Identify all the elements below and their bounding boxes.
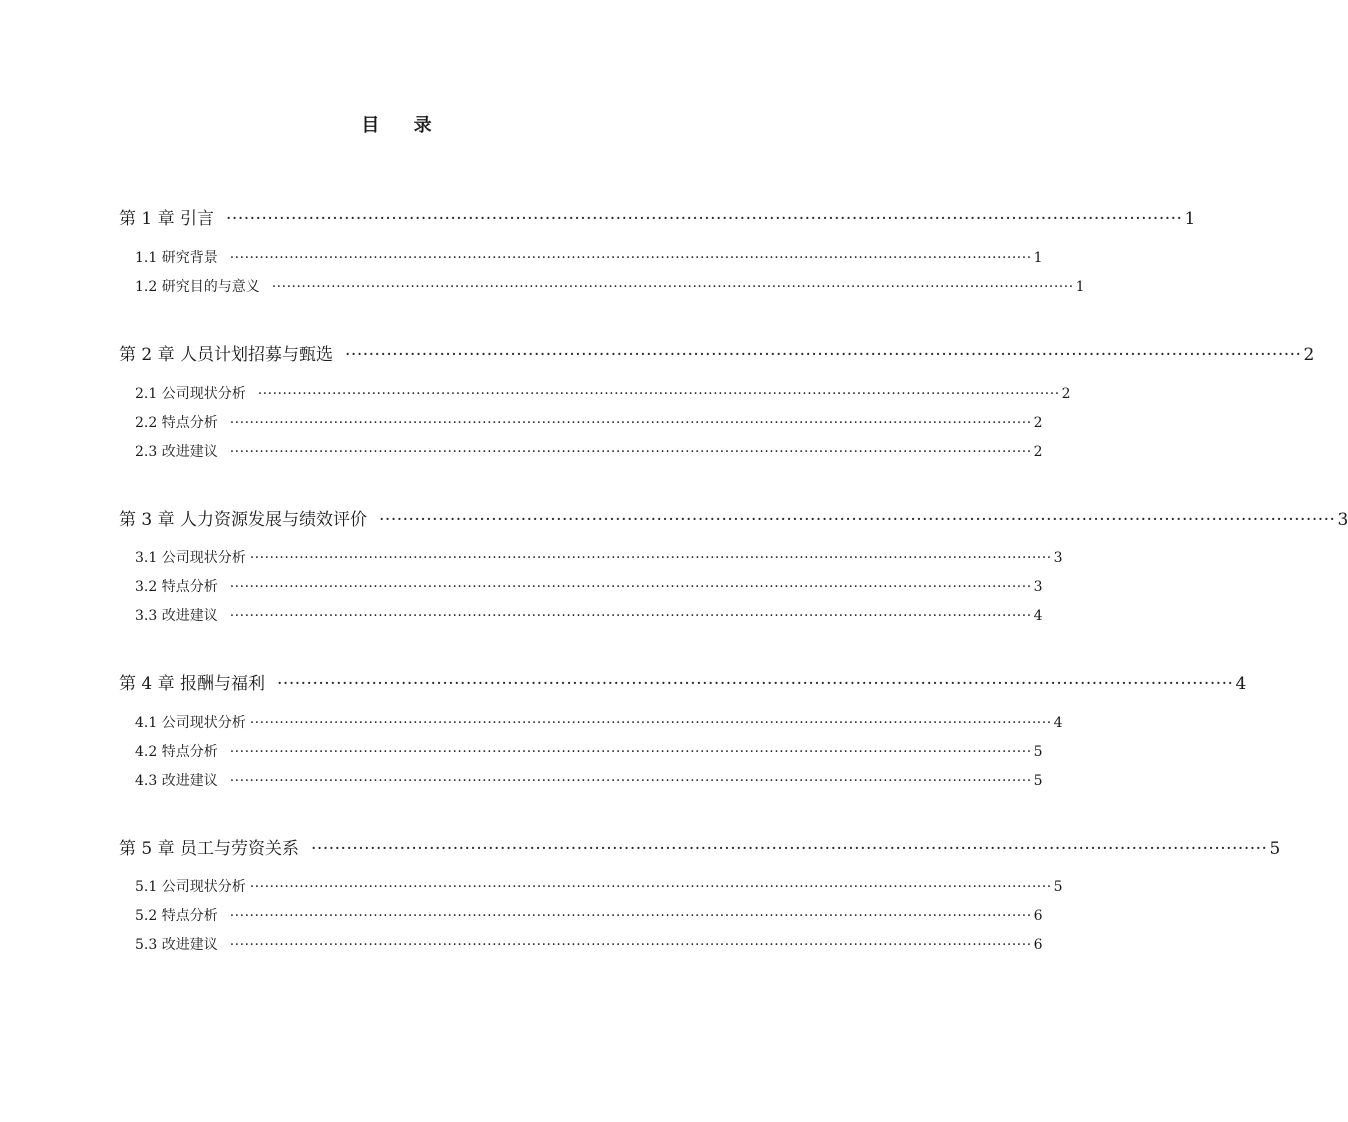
page-number: 2: [1033, 444, 1043, 460]
leader-dots: ··································································································································································: [226, 209, 1183, 229]
toc-section-2-3[interactable]: [135, 442, 1043, 462]
leader-dots: ··································································································································································: [229, 415, 1032, 431]
toc-chapter-3[interactable]: [119, 508, 1348, 532]
toc-section-5-3[interactable]: [135, 935, 1043, 955]
section-title: 3.1 公司现状分析: [135, 550, 246, 566]
page-number: 1: [1033, 250, 1043, 266]
toc-section-4-2[interactable]: [135, 742, 1043, 762]
section-title: 2.1 公司现状分析: [135, 386, 246, 402]
leader-dots: ··································································································································································: [229, 937, 1032, 953]
section-title: 1.2 研究目的与意义: [135, 279, 260, 295]
toc-section-2-2[interactable]: [135, 413, 1043, 433]
chapter-title: 第 5 章 员工与劳资关系: [119, 839, 300, 859]
page-number: 2: [1033, 415, 1043, 431]
toc-section-4-3[interactable]: [135, 771, 1043, 791]
section-title: 4.3 改进建议: [135, 773, 218, 789]
leader-dots: ··································································································································································: [249, 550, 1052, 566]
toc-chapter-1[interactable]: [119, 207, 1196, 231]
toc-section-3-1[interactable]: [135, 548, 1063, 568]
page-number: 2: [1061, 386, 1071, 402]
toc-chapter-2[interactable]: [119, 343, 1315, 367]
leader-dots: ··································································································································································: [277, 674, 1234, 694]
toc-section-1-1[interactable]: [135, 248, 1043, 268]
section-title: 3.3 改进建议: [135, 608, 218, 624]
leader-dots: ··································································································································································: [345, 345, 1302, 365]
toc-section-3-3[interactable]: [135, 606, 1043, 626]
leader-dots: ··································································································································································: [229, 744, 1032, 760]
chapter-title: 第 4 章 报酬与福利: [119, 674, 266, 694]
page-number: 3: [1053, 550, 1063, 566]
chapter-title: 第 3 章 人力资源发展与绩效评价: [119, 510, 368, 530]
toc-chapter-4[interactable]: [119, 672, 1247, 696]
leader-dots: ··································································································································································: [249, 879, 1052, 895]
leader-dots: ··································································································································································: [229, 908, 1032, 924]
page-title: 目 录: [361, 115, 446, 136]
page-number: 5: [1269, 839, 1281, 859]
page-number: 6: [1033, 908, 1043, 924]
section-title: 5.2 特点分析: [135, 908, 218, 924]
toc-section-5-2[interactable]: [135, 906, 1043, 926]
page-number: 4: [1033, 608, 1043, 624]
section-title: 2.2 特点分析: [135, 415, 218, 431]
page-number: 1: [1184, 209, 1196, 229]
chapter-title: 第 1 章 引言: [119, 209, 215, 229]
leader-dots: ··································································································································································: [229, 444, 1032, 460]
page-number: 5: [1033, 744, 1043, 760]
page-number: 4: [1053, 715, 1063, 731]
page-number: 5: [1053, 879, 1063, 895]
leader-dots: ··································································································································································: [249, 715, 1052, 731]
page-number: 3: [1033, 579, 1043, 595]
toc-section-1-2[interactable]: [135, 277, 1085, 297]
leader-dots: ··································································································································································: [379, 510, 1336, 530]
section-title: 3.2 特点分析: [135, 579, 218, 595]
toc-chapter-5[interactable]: [119, 837, 1281, 861]
toc-section-5-1[interactable]: [135, 877, 1063, 897]
leader-dots: ··································································································································································: [311, 839, 1268, 859]
section-title: 2.3 改进建议: [135, 444, 218, 460]
page-number: 4: [1235, 674, 1247, 694]
toc-section-4-1[interactable]: [135, 713, 1063, 733]
toc-section-2-1[interactable]: [135, 384, 1071, 404]
leader-dots: ··································································································································································: [229, 250, 1032, 266]
page-number: 5: [1033, 773, 1043, 789]
leader-dots: ··································································································································································: [229, 773, 1032, 789]
page-number: 6: [1033, 937, 1043, 953]
toc-section-3-2[interactable]: [135, 577, 1043, 597]
section-title: 4.2 特点分析: [135, 744, 218, 760]
page-number: 3: [1337, 510, 1348, 530]
section-title: 1.1 研究背景: [135, 250, 218, 266]
section-title: 5.3 改进建议: [135, 937, 218, 953]
page-number: 1: [1075, 279, 1085, 295]
leader-dots: ··································································································································································: [229, 579, 1032, 595]
page-number: 2: [1303, 345, 1315, 365]
section-title: 4.1 公司现状分析: [135, 715, 246, 731]
leader-dots: ··································································································································································: [271, 279, 1074, 295]
leader-dots: ··································································································································································: [257, 386, 1060, 402]
leader-dots: ··································································································································································: [229, 608, 1032, 624]
chapter-title: 第 2 章 人员计划招募与甄选: [119, 345, 334, 365]
section-title: 5.1 公司现状分析: [135, 879, 246, 895]
